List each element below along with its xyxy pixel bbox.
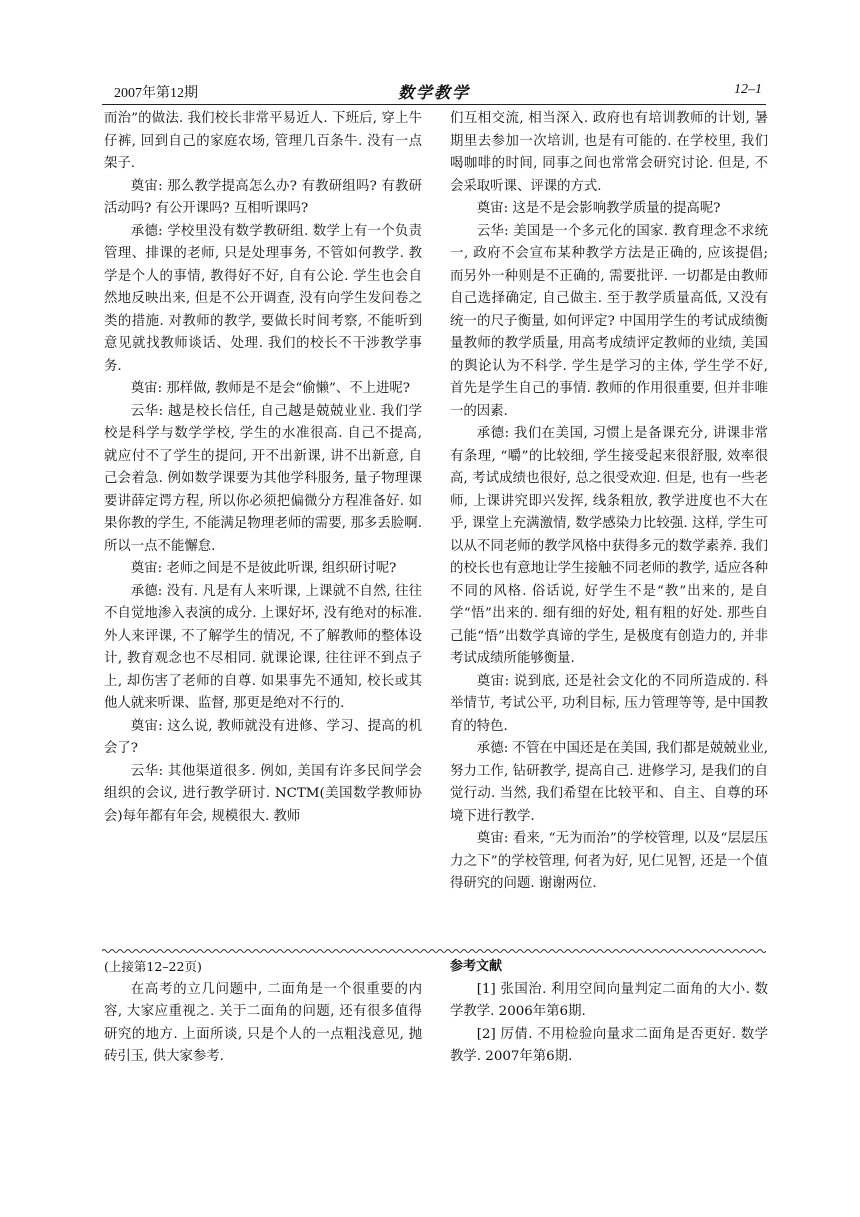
references-title: 参考文献 [450,959,503,974]
right-column [450,108,768,896]
reference-item: [1] 张国治. 利用空间向量判定二面角的大小. 数学教学. 2006年第6期. [450,981,768,1019]
paragraph: 承德: 我们在美国, 习惯上是备课充分, 讲课非常有条理, “嚼”的比较细, 学生接受起来很舒服, 效率很高, 考试成绩也很好, 总之很受欢迎. 但是, 也有一些老师, 上课讲究即兴发挥, 线条粗放, 教学进度也不大在乎, 课堂上充满激情, 数学感染力比较强. 这样, 学生可以从不同老师的教学风格中获得多元的数学素养. 我们的校长也有意地让学生接触不同老师的教学, 适应各种不同的风格. 俗话说, 好学生不是“教”出来的, 是自学“悟”出来的. 细有细的好处, 粗有粗的好处. 那些自己能“悟”出数学真谛的学生, 是极度有创造力的, 并非考试成绩所能够衡量. [450,426,768,666]
wavy-divider [102,947,766,955]
page-number: 12–1 [734,82,762,97]
paragraph: 奠宙: 那样做, 教师是不是会“偷懒”、不上进呢? [130,381,410,396]
reference-item: [2] 厉倩. 不用检验向量求二面角是否更好. 数学教学. 2007年第6期. [450,1026,768,1064]
paragraph: 奠宙: 这么说, 教师就没有进修、学习、提高的机会了? [104,718,422,756]
paragraph: 承德: 没有. 凡是有人来听课, 上课就不自然, 往往不自觉地渗入表演的成分. 上课好坏, 没有绝对的标准. 外人来评课, 不了解学生的情况, 不了解教师的整体设计, 教育观念也不尽相同. 就课论课, 往往评不到点子上, 却伤害了老师的自尊. 如果事先不通知, 校长或其他人就来听课、监督, 那更是绝对不行的. [104,583,422,711]
paragraph: 奠宙: 那么教学提高怎么办? 有教研组吗? 有教研活动吗? 有公开课吗? 互相听课吗? [104,178,422,216]
journal-title: 数学教学 [397,83,470,102]
continuation-note: (上接第12–22页) [104,959,202,974]
left-column [104,108,422,828]
references-section [450,956,768,1069]
paragraph: 而治”的做法. 我们校长非常平易近人. 下班后, 穿上牛仔裤, 回到自己的家庭农场, 管理几百条牛. 没有一点架子. [104,111,422,171]
paragraph: 承德: 不管在中国还是在美国, 我们都是兢兢业业, 努力工作, 钻研教学, 提高自己. 进修学习, 是我们的自觉行动. 当然, 我们希望在比较平和、自主、自尊的环境下进行教学. [450,741,768,824]
continuation-section [104,956,422,1069]
paragraph: 云华: 越是校长信任, 自己越是兢兢业业. 我们学校是科学与数学学校, 学生的水准很高. 自己不提高, 就应付不了学生的提问, 开不出新课, 讲不出新意, 自己会着急. 例如数学课要为其他学科服务, 量子物理课要讲薛定谔方程, 所以你必须把偏微分方程准备好. 如果你教的学生, 不能满足物理老师的需要, 那多丢脸啊. 所以一点不能懈怠. [104,403,422,554]
paragraph: 奠宙: 老师之间是不是彼此听课, 组织研讨呢? [130,561,397,576]
paragraph: 奠宙: 说到底, 还是社会文化的不同所造成的. 科举情节, 考试公平, 功利目标, 压力管理等等, 是中国教育的特色. [450,673,768,734]
paragraph: 在高考的立几问题中, 二面角是一个很重要的内容, 大家应重视之. 关于二面角的问题, 还有很多值得研究的地方. 上面所谈, 只是个人的一点粗浅意见, 抛砖引玉, 供大家参考. [104,981,422,1064]
paragraph: 们互相交流, 相当深入. 政府也有培训教师的计划, 暑期里去参加一次培训, 也是有可能的. 在学校里, 我们喝咖啡的时间, 同事之间也常常会研究讨论. 但是, 不会采取听课、评课的方式. [450,111,768,194]
paragraph: 奠宙: 看来, “无为而治”的学校管理, 以及“层层压力之下”的学校管理, 何者为好, 见仁见智, 还是一个值得研究的问题. 谢谢两位. [450,831,768,891]
running-header [102,80,766,105]
paragraph: 云华: 其他渠道很多. 例如, 美国有许多民间学会组织的会议, 进行教学研讨. NCTM(美国数学教师协会)每年都有年会, 规模很大. 教师 [104,763,422,824]
issue-label: 2007年第12期 [114,86,198,101]
paragraph: 云华: 美国是一个多元化的国家. 教育理念不求统一, 政府不会宣布某种教学方法是正确的, 应该提倡; 而另外一种则是不正确的, 需要批评. 一切都是由教师自己选择确定, 自己做主. 至于教学质量高低, 又没有统一的尺子衡量, 如何评定? 中国用学生的考试成绩衡量教师的教学质量, 用高考成绩评定教师的业绩, 美国的舆论认为不科学. 学生是学习的主体, 学生学不好, 首先是学生自己的事情. 教师的作用很重要, 但并非唯一的因素. [450,223,768,419]
paragraph: 承德: 学校里没有数学教研组. 数学上有一个负责管理、排课的老师, 只是处理事务, 不管如何教学. 教学是个人的事情, 教得好不好, 自有公论. 学生也会自然地反映出来, 但是不公开调查, 没有向学生发问卷之类的措施. 对教师的教学, 要做长时间考察, 不能听到意见就找教师谈话、处理. 我们的校长不干涉教学事务. [104,223,422,374]
paragraph: 奠宙: 这是不是会影响教学质量的提高呢? [476,201,721,216]
